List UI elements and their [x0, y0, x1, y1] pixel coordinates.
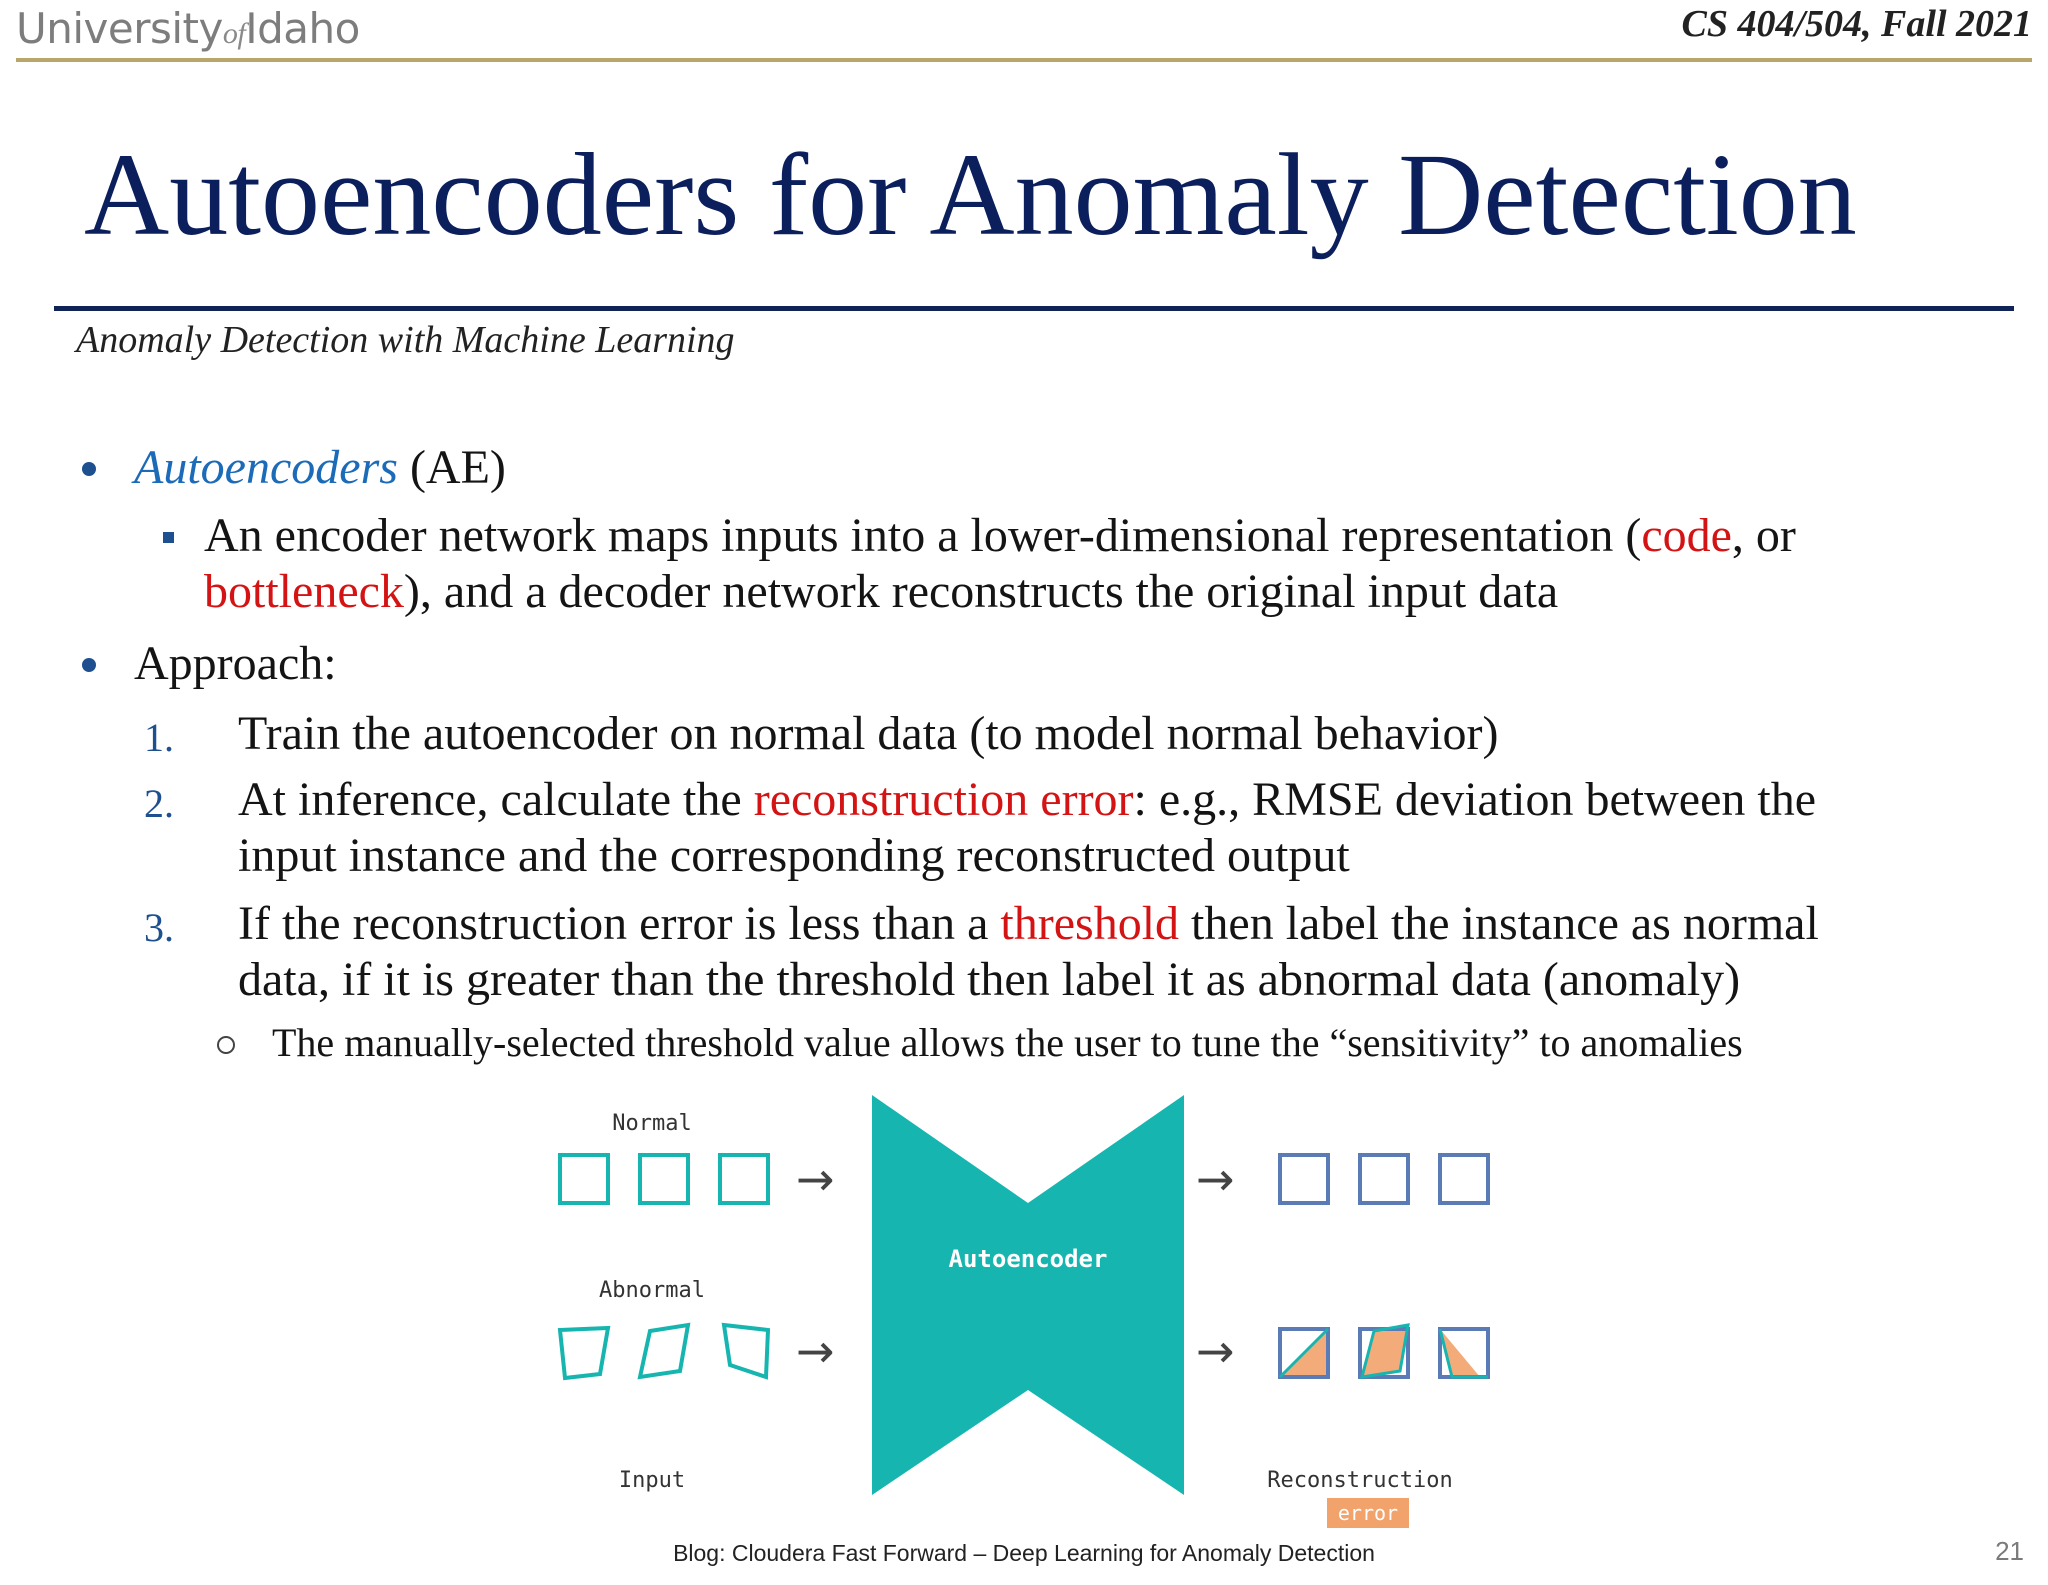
abnormal-input-shape-icon [724, 1325, 768, 1377]
label-error: error [1337, 1501, 1399, 1525]
logo-university: University [16, 4, 223, 53]
autoencoders-term: Autoencoders [134, 441, 398, 494]
autoencoder-definition-line2 [204, 564, 1558, 620]
step-1-text: Train the autoencoder on normal data (to model normal behavior) [238, 707, 1499, 760]
title-divider [54, 306, 2014, 311]
reconstructed-normal-square-icon [1280, 1155, 1328, 1203]
reconstruction-error-term: reconstruction error [753, 773, 1134, 826]
normal-input-square-icon [560, 1155, 608, 1203]
arrow-right-icon: → [796, 1324, 835, 1378]
step-3-text-a: If the reconstruction error is less than a [238, 897, 1001, 950]
definition-text-rest: ), and a decoder network reconstructs the original input data [403, 565, 1559, 618]
normal-input-square-icon [640, 1155, 688, 1203]
label-normal: Normal [612, 1111, 692, 1136]
step-2-line2: input instance and the corresponding reconstructed output [238, 829, 1350, 882]
reconstructed-normal-square-icon [1360, 1155, 1408, 1203]
label-autoencoder: Autoencoder [948, 1245, 1108, 1273]
arrow-right-icon: → [1196, 1152, 1235, 1206]
step-3-line1 [238, 896, 1819, 952]
definition-text: An encoder network maps inputs into a lower-dimensional representation ( [204, 509, 1642, 562]
label-abnormal: Abnormal [599, 1278, 705, 1303]
bullet-autoencoders [134, 440, 506, 496]
arrow-right-icon: → [796, 1152, 835, 1206]
threshold-term: threshold [1000, 897, 1180, 950]
step-2-text-a: At inference, calculate the [238, 773, 754, 826]
bullet-dot-icon [82, 658, 96, 672]
autoencoder-shape [872, 1095, 1184, 1495]
page-number: 21 [1995, 1536, 2024, 1566]
logo-of: of [222, 17, 246, 50]
abnormal-input-shape-icon [640, 1325, 688, 1377]
normal-input-square-icon [720, 1155, 768, 1203]
slide-title: Autoencoders for Anomaly Detection [84, 129, 1857, 260]
bullet-dot-icon [82, 462, 96, 476]
arrow-right-icon: → [1196, 1324, 1235, 1378]
step-2-text-b: : e.g., RMSE deviation between the [1133, 773, 1817, 826]
university-logo [16, 4, 360, 53]
reconstructed-normal-square-icon [1440, 1155, 1488, 1203]
label-input: Input [618, 1468, 686, 1493]
autoencoders-rest: (AE) [397, 441, 506, 494]
bullet-square-icon [163, 532, 174, 543]
step-3-line2: data, if it is greater than the threshold then label it as abnormal data (anomaly) [238, 953, 1741, 1006]
step-number-2: 2. [144, 781, 174, 826]
step-number-3: 3. [144, 905, 174, 950]
step-3-text-b: then label the instance as normal [1179, 897, 1819, 950]
abnormal-input-shape-icon [560, 1328, 608, 1378]
bullet-approach: Approach: [134, 637, 337, 690]
course-label: CS 404/504, Fall 2021 [1681, 3, 2032, 45]
header-divider [16, 58, 2032, 62]
threshold-note: The manually-selected threshold value allows the user to tune the “sensitivity” to anomalies [272, 1020, 1743, 1065]
bottleneck-term: bottleneck [204, 565, 404, 618]
step-2-line1 [238, 772, 1816, 828]
definition-text-or: , or [1731, 509, 1796, 562]
logo-idaho: Idaho [245, 4, 360, 53]
bullet-circle-icon [217, 1036, 235, 1054]
code-term: code [1641, 509, 1732, 562]
autoencoder-definition-line1 [204, 508, 1796, 564]
autoencoder-diagram [160, 1085, 1520, 1585]
step-number-1: 1. [144, 715, 174, 760]
slide-subtitle: Anomaly Detection with Machine Learning [76, 319, 735, 361]
source-caption: Blog: Cloudera Fast Forward – Deep Learning for Anomaly Detection [673, 1540, 1375, 1566]
label-reconstruction: Reconstruction [1267, 1468, 1453, 1493]
